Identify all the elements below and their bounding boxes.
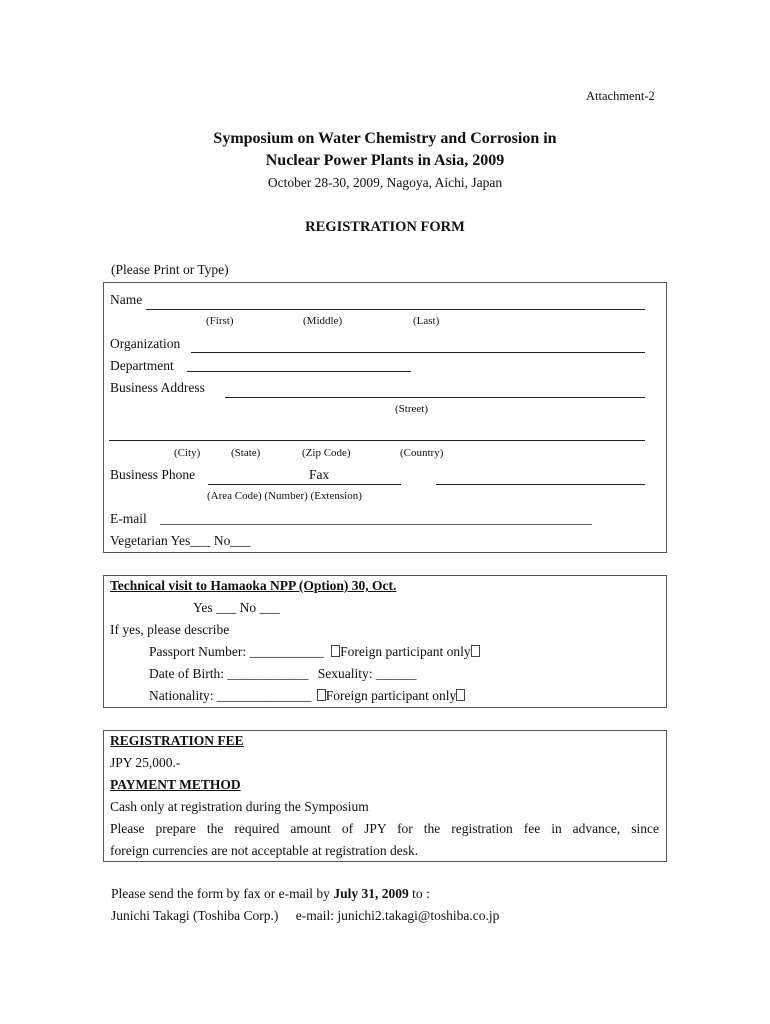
city-hint: (City) [174,447,201,459]
country-hint: (Country) [400,447,444,459]
address-label: Business Address [110,380,205,395]
instruction: (Please Print or Type) [111,262,229,277]
nationality-row [149,688,465,704]
name-field[interactable] [146,309,645,310]
payment-title: PAYMENT METHOD [110,777,241,792]
fee-title: REGISTRATION FEE [110,733,244,748]
email-field[interactable]: ________________________________________________________________ [160,511,592,526]
passport-foreign-note: Foreign participant only [340,644,471,659]
organization-field[interactable] [191,352,645,353]
technical-visit-title: Technical visit to Hamaoka NPP (Option) 30, Oct. [110,578,397,593]
open-bracket-icon [317,688,326,703]
payment-cash: Cash only at registration during the Symposium [110,799,369,814]
nationality-foreign-note: Foreign participant only [325,688,457,703]
phone-label: Business Phone [110,467,196,482]
email-label: E-mail [110,511,147,526]
phone-field[interactable] [208,484,401,485]
dob-field[interactable]: ____________ [227,666,309,681]
last-hint: (Last) [413,315,440,327]
passport-row [149,644,480,660]
dob-row [149,666,416,682]
passport-field[interactable]: ___________ [249,644,324,659]
address-city-field[interactable] [109,440,645,441]
contact-name: Junichi Takagi (Toshiba Corp.) [111,908,279,923]
send-prefix: Please send the form by fax or e-mail by [111,886,334,901]
phone-hint: (Area Code) (Number) (Extension) [207,490,362,502]
first-hint: (First) [206,315,234,327]
payment-note-line-2: foreign currencies are not acceptable at registration desk. [110,843,419,858]
sexuality-label: Sexuality: [317,666,373,681]
nationality-field[interactable]: ______________ [216,688,312,703]
subtitle: October 28-30, 2009, Nagoya, Aichi, Japan [267,175,503,190]
close-bracket-icon [471,644,480,659]
fee-amount: JPY 25,000.- [110,755,181,770]
contact-line [111,908,499,924]
title-line-2: Nuclear Power Plants in Asia, 2009 [265,152,505,169]
organization-label: Organization [110,336,181,351]
close-bracket-icon [456,688,465,703]
middle-hint: (Middle) [303,315,343,327]
visit-yes-no[interactable]: Yes ___ No ___ [193,600,280,615]
form-title: REGISTRATION FORM [305,219,465,235]
sexuality-field[interactable]: ______ [375,666,417,681]
send-suffix: to : [408,886,430,901]
street-hint: (Street) [395,403,428,415]
contact-email[interactable]: e-mail: junichi2.takagi@toshiba.co.jp [295,908,500,923]
send-instructions [111,886,430,902]
send-deadline: July 31, 2009 [333,886,409,901]
fax-field[interactable] [436,484,645,485]
zip-hint: (Zip Code) [302,447,351,459]
open-bracket-icon [331,644,340,659]
payment-note-line-1: Please prepare the required amount of JPY for the registration fee in advance, since [110,821,659,836]
dob-label: Date of Birth: [149,666,224,681]
if-yes-text: If yes, please describe [110,622,230,637]
department-label: Department [110,358,174,373]
fax-label: Fax [309,467,330,482]
attachment-label: Attachment-2 [586,89,655,103]
address-street-field[interactable] [225,397,645,398]
nationality-label: Nationality: [149,688,214,703]
title-line-1: Symposium on Water Chemistry and Corrosion in [213,130,557,147]
name-label: Name [110,292,143,307]
passport-label: Passport Number: [149,644,247,659]
department-field[interactable] [187,371,411,372]
vegetarian-line[interactable]: Vegetarian Yes___ No___ [110,533,251,548]
state-hint: (State) [231,447,261,459]
